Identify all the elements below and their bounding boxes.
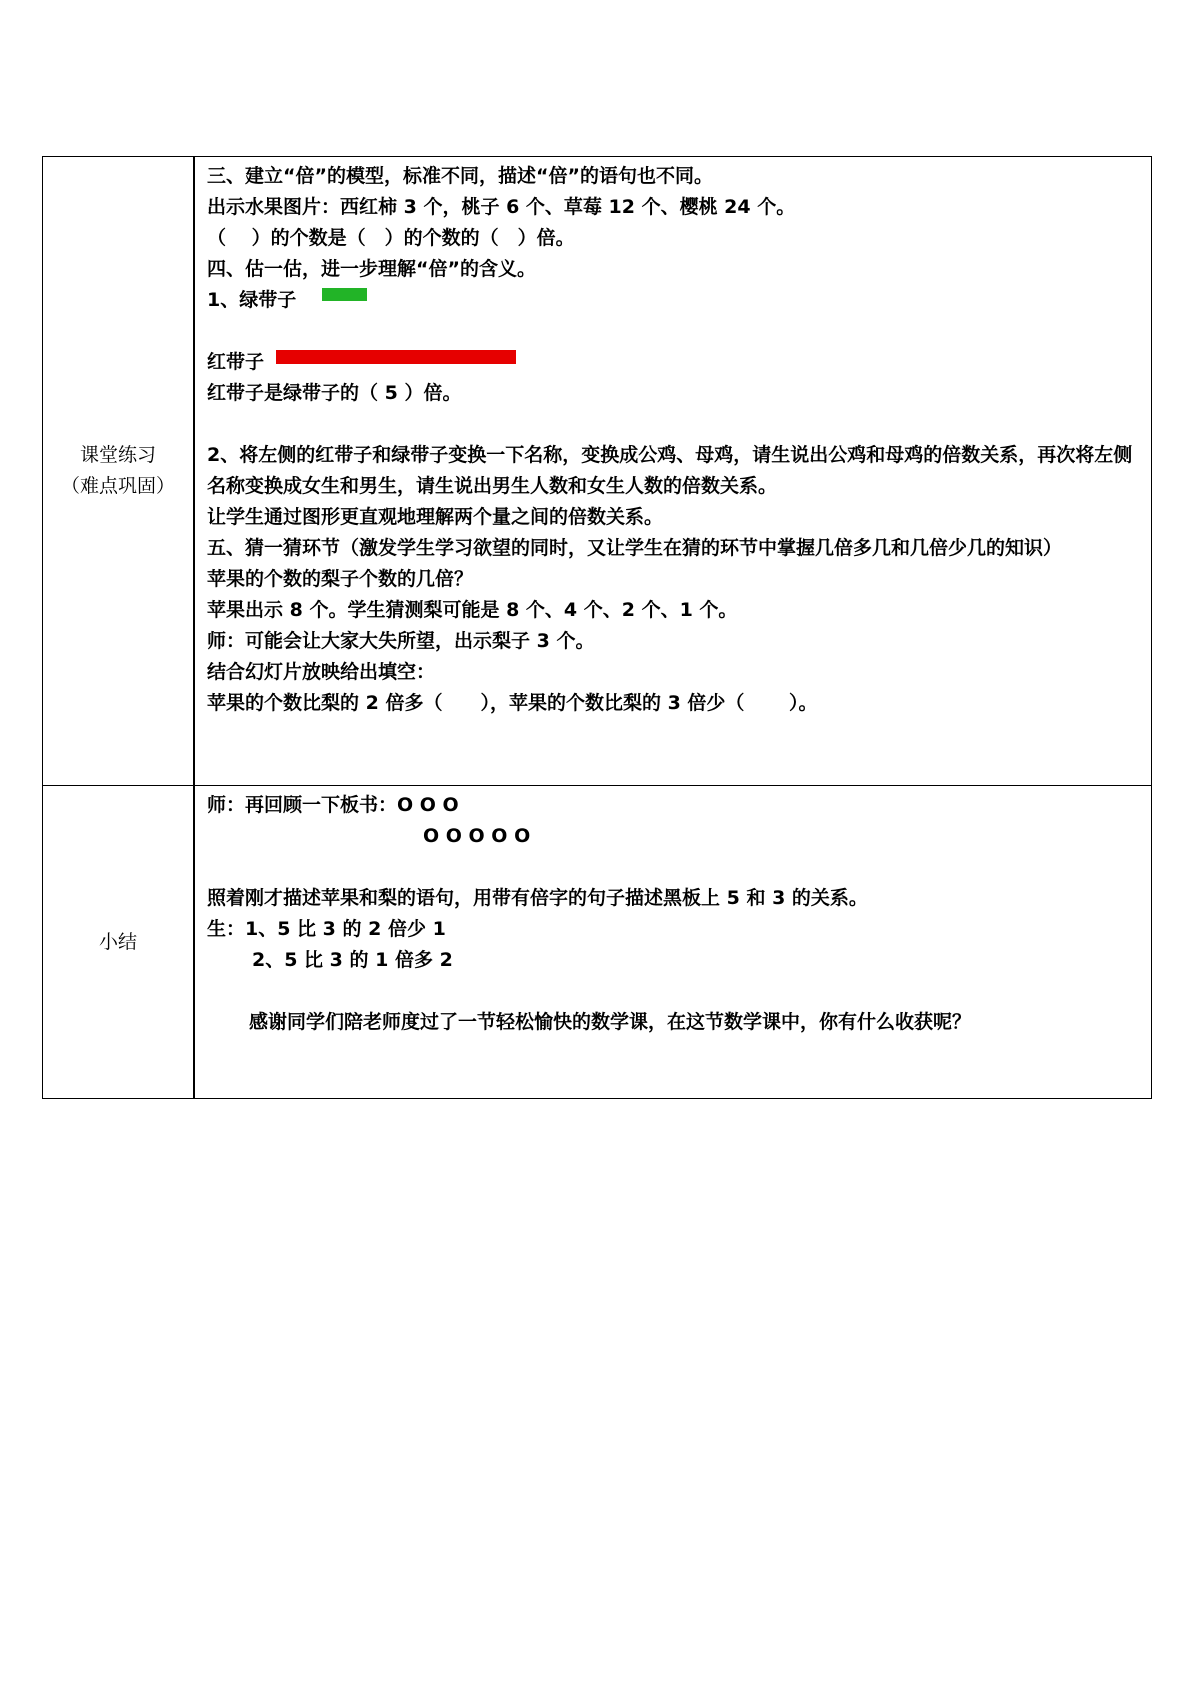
summary-row [43,786,1152,1099]
red-ribbon-bar [276,350,516,364]
green-ribbon-label: 1、绿带子 [207,289,297,311]
red-ribbon-label: 红带子 [207,351,265,373]
summary-line: 2、5 比 3 的 1 倍多 2 [252,949,453,971]
summary-circles: O O O O O [423,825,531,847]
summary-line: 师：再回顾一下板书：O O O [207,794,459,816]
red-ribbon-row [207,347,1137,378]
content-line: 苹果出示 8 个。学生猜测梨可能是 8 个、4 个、2 个、1 个。 [207,599,738,621]
summary-label-cell [43,786,195,1099]
content-line: 师：可能会让大家大失所望，出示梨子 3 个。 [207,630,595,652]
lesson-table [42,156,1152,1099]
content-line: 让学生通过图形更直观地理解两个量之间的倍数关系。 [207,506,664,528]
content-paragraph: 五、猜一猜环节（激发学生学习欲望的同时，又让学生在猜的环节中掌握几倍多几和几倍少几的知识） [207,537,1063,559]
summary-closing: 感谢同学们陪老师度过了一节轻松愉快的数学课，在这节数学课中，你有什么收获呢？ [249,1011,972,1033]
content-line: 四、估一估，进一步理解“倍”的含义。 [207,258,536,280]
content-line: 三、建立“倍”的模型，标准不同，描述“倍”的语句也不同。 [207,165,713,187]
summary-content-cell [194,786,1152,1099]
practice-content-cell [194,157,1152,786]
practice-label-cell [43,157,195,786]
summary-label: 小结 [98,930,137,953]
content-line: 苹果的个数的梨子个数的几倍？ [207,568,474,590]
practice-row [43,157,1152,786]
content-line: 结合幻灯片放映给出填空： [207,661,436,683]
summary-line: 生：1、5 比 3 的 2 倍少 1 [207,918,446,940]
summary-line: 照着刚才描述苹果和梨的语句，用带有倍字的句子描述黑板上 5 和 3 的关系。 [207,887,868,909]
content-line: 苹果的个数比梨的 2 倍多（ ），苹果的个数比梨的 3 倍少（ ）。 [207,692,818,714]
practice-label-subtitle: （难点巩固） [60,475,175,497]
ribbon-answer: 红带子是绿带子的（ 5 ）倍。 [207,382,462,404]
content-line: 出示水果图片：西红柿 3 个，桃子 6 个、草莓 12 个、樱桃 24 个。 [207,196,796,218]
content-line: （ ）的个数是（ ）的个数的（ ）倍。 [207,227,575,249]
green-ribbon-bar [322,288,367,301]
content-paragraph: 2、将左侧的红带子和绿带子变换一下名称，变换成公鸡、母鸡，请生说出公鸡和母鸡的倍数关系，再次将左侧名称变换成女生和男生，请生说出男生人数和女生人数的倍数关系。 [207,444,1133,497]
practice-label-title: 课堂练习 [79,444,156,466]
green-ribbon-row [207,285,1137,316]
